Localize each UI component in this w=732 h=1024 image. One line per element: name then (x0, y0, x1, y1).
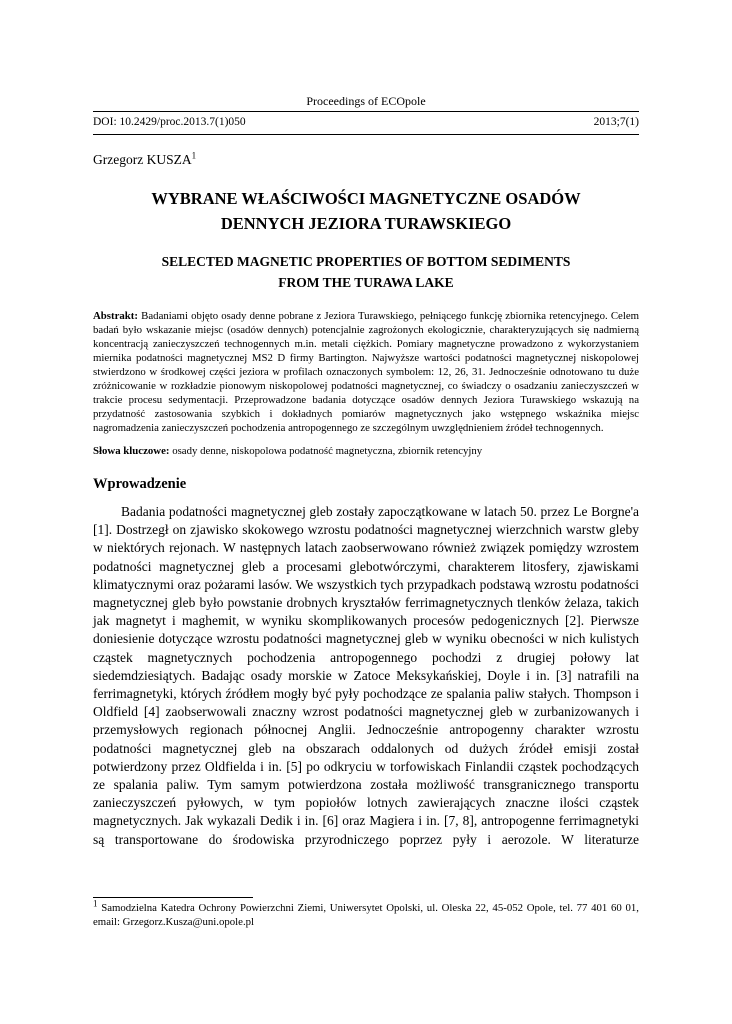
introduction-paragraph: Badania podatności magnetycznej gleb zostały zapoczątkowane w latach 50. przez Le Borgne'a [1]. Dostrzegł on zjawisko skokowego wzrostu podatności magnetycznej wierzchnich warstw gleby w niektórych rejonach. W następnych latach zaobserwowano również związek pomiędzy wzrostem podatności magnetycznej gleb a procesami glebotwórczymi, charakterem litosfery, zjawiskami klimatycznymi oraz pożarami lasów. We wszystkich tych przypadkach podstawą wzrostu podatności magnetycznej gleb było powstanie drobnych kryształów ferrimagnetycznych tlenków żelaza, takich jak magnetyt i maghemit, w wyniku skomplikowanych procesów pedogenicznych [2]. Pierwsze doniesienie dotyczące wzrostu podatności magnetycznej gleb w wyniku obecności w nich kulistych cząstek magnetycznych pochodzenia antropogennego pochodzi z drugiej połowy lat siedemdziesiątych. Badając osady morskie w Zatoce Meksykańskiej, Doyle i in. [3] natrafili na ferrimagnetyki, których źródłem mogły być pyły pochodzące ze spalania paliw stałych. Thompson i Oldfield [4] zaobserwowali znaczny wzrost podatności magnetycznej gleb w zurbanizowanych i przemysłowych regionach północnej Anglii. Jednocześnie antropogenny charakter wzrostu podatności magnetycznej gleb na obszarach oddalonych od dużych źródeł emisji został potwierdzony przez Oldfielda i in. [5] po odkryciu w torfowiskach Finlandii cząstek pochodzących ze spalania paliw. Tym samym potwierdzona została możliwość transgranicznego transportu zanieczyszczeń pyłowych, w tym popiołów lotnych zawierających znaczne ilości cząstek magnetycznych. Jak wykazali Dedik i in. [6] oraz Magiera i in. [7, 8], antropogenne ferrimagnetyki są transportowane do środowiska przyrodniczego poprzez pyły i aerozole. W literaturze (93, 504, 639, 847)
paper-title-polish (93, 186, 639, 236)
paper-title-english-line2: FROM THE TURAWA LAKE (278, 275, 454, 290)
journal-header: Proceedings of ECOpole (93, 94, 639, 112)
keywords-label: Słowa kluczowe: (93, 445, 170, 457)
paper-title-english (93, 251, 639, 293)
author-affiliation-mark: 1 (191, 150, 197, 161)
paper-title-english-line1: SELECTED MAGNETIC PROPERTIES OF BOTTOM SEDIMENTS (161, 254, 571, 269)
section-heading-introduction: Wprowadzenie (93, 476, 187, 492)
page-content (93, 94, 639, 849)
footnote-rule (93, 897, 253, 898)
keywords (93, 444, 639, 458)
paper-title-polish-line1: WYBRANE WŁAŚCIWOŚCI MAGNETYCZNE OSADÓW (151, 189, 581, 208)
footnote (93, 898, 639, 929)
abstract-text: Badaniami objęto osady denne pobrane z Jeziora Turawskiego, pełniącego funkcję zbiornika retencyjnego. Celem badań było wskazanie miejsc (osadów dennych) potencjalnie zagrożonych ekologicznie, charakteryzujących się nadmierną koncentracją zanieczyszczeń technogennych m.in. metali ciężkich. Pomiary magnetyczne prowadzono z wykorzystaniem miernika podatności magnetycznej MS2 D firmy Bartington. Najwyższe wartości podatności magnetycznej niskopolowej stwierdzono w środkowej części jeziora w profilach oznaczonych symbolem: 12, 26, 31. Jednocześnie odnotowano tu duże zróżnicowanie w rozkładzie pionowym niskopolowej podatności magnetycznej, co świadczy o osadzaniu zanieczyszczeń w trakcie procesu sedymentacji. Przeprowadzone badania dotyczące osadów dennych Jeziora Turawskiego wskazują na przydatność zastosowania szybkich i dokładnych pomiarów magnetycznych jako wstępnego wskaźnika miejsc nagromadzenia zanieczyszczeń pochodzenia antropogennego ze szczególnym uwzględnieniem źródeł technogennych. (93, 310, 640, 434)
doi-row (93, 112, 639, 135)
footnote-block (93, 897, 639, 929)
issue-text: 2013;7(1) (593, 116, 639, 128)
paper-title-polish-line2: DENNYCH JEZIORA TURAWSKIEGO (220, 214, 512, 233)
footnote-text: Samodzielna Katedra Ochrony Powierzchni Ziemi, Uniwersytet Opolski, ul. Oleska 22, 45-052 Opole, tel. 77 401 60 01, email: Grzegorz.Kusza@uni.opole.pl (93, 902, 639, 928)
abstract-label: Abstrakt: (93, 310, 138, 322)
author-name: Grzegorz KUSZA (93, 152, 192, 167)
keywords-text: osady denne, niskopolowa podatność magnetyczna, zbiornik retencyjny (172, 445, 483, 457)
doi-text: DOI: 10.2429/proc.2013.7(1)050 (93, 116, 246, 128)
abstract (93, 309, 639, 435)
footnote-mark: 1 (93, 898, 98, 909)
author-line (93, 152, 639, 168)
